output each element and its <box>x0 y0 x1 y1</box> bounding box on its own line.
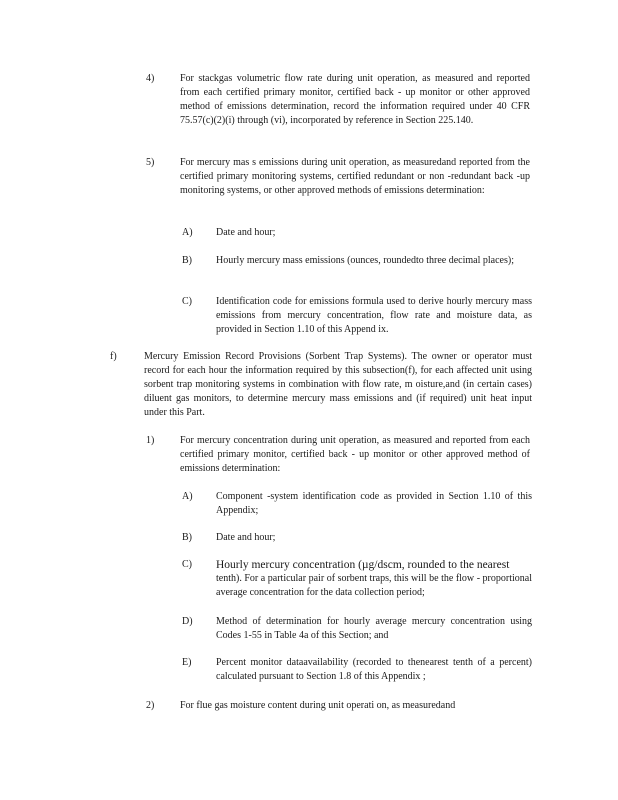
item-text: For stackgas volumetric flow rate during unit operation, as measured and reported from each certified primary monitor, certified back - up monitor or other approved method of emissions determination, record the information required under 40 CFR 75.57(c)(2)(i) through (vi), incorporated by reference in Section 225.140. <box>180 73 530 126</box>
item-label: B) <box>182 532 192 543</box>
item-text: Hourly mercury mass emissions (ounces, roundedto three decimal places); <box>216 255 514 266</box>
item-label: 5) <box>146 157 155 168</box>
item-text-group <box>216 558 532 600</box>
item-text: Date and hour; <box>216 532 276 543</box>
item-text: Date and hour; <box>216 227 276 238</box>
item-text: Percent monitor dataavailability (recorded to thenearest tenth of a percent) calculated pursuant to Section 1.8 of this Appendix ; <box>216 657 532 682</box>
item-text: tenth). For a particular pair of sorbent traps, this will be the flow - proportional average concentration for the data collection period; <box>216 573 532 598</box>
item-label: C) <box>182 296 192 307</box>
item-label: E) <box>182 657 192 668</box>
item-text: Identification code for emissions formula used to derive hourly mercury mass emissions from mercury concentration, flow rate and moisture data, as provided in Section 1.10 of this Append ix. <box>216 296 532 335</box>
item-label: D) <box>182 616 193 627</box>
item-label: A) <box>182 491 193 502</box>
item-text: Mercury Emission Record Provisions (Sorbent Trap Systems). The owner or operator must record for each hour the information required by this subsection(f), for each affected unit using sorbent trap monitoring systems in combination with flow rate, m oisture,and (in certain cases) diluent gas monitors, to determine mercury mass emissions and (if required) unit heat input under this Part. <box>144 351 532 418</box>
item-label: f) <box>110 351 117 362</box>
item-label: C) <box>182 559 192 570</box>
item-text: For mercury mas s emissions during unit operation, as measuredand reported from the certified primary monitoring systems, certified redundant or non -redundant back -up monitoring systems, or other approved methods of emissions determination: <box>180 157 530 196</box>
item-text: Method of determination for hourly average mercury concentration using Codes 1-55 in Table 4a of this Section; and <box>216 616 532 641</box>
item-label: 4) <box>146 73 155 84</box>
item-label: A) <box>182 227 193 238</box>
item-text-heading: Hourly mercury concentration (µg/dscm, rounded to the nearest <box>216 559 510 571</box>
item-label: 1) <box>146 435 155 446</box>
item-label: B) <box>182 255 192 266</box>
item-text: For flue gas moisture content during unit operati on, as measuredand <box>180 700 456 711</box>
item-label: 2) <box>146 700 155 711</box>
item-text: For mercury concentration during unit operation, as measured and reported from each certified primary monitor, certified back - up monitor or other approved method of emissions determination: <box>180 435 530 474</box>
item-text: Component -system identification code as provided in Section 1.10 of this Appendix; <box>216 491 532 516</box>
